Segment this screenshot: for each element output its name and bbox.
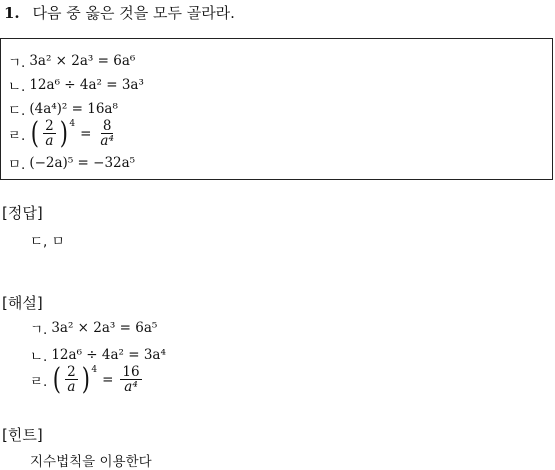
explanation-mark: ㄱ. [30,322,48,338]
question-text: 다음 중 옳은 것을 모두 골라라. [32,4,235,22]
option-expression: 12a⁶ ÷ 4a² = 3a³ [29,77,144,93]
frac-denominator: a⁴ [100,133,114,149]
frac-numerator: 2 [45,118,54,134]
question-line [4,2,235,23]
explanation-expression: 3a² × 2a³ = 6a⁵ [51,320,158,336]
explanation-item [30,345,166,365]
frac-denominator: a [45,133,54,149]
hint-heading: [힌트] [2,426,43,444]
option-mark: ㄴ. [8,79,26,95]
option-expression: (−2a)⁵ = −32a⁵ [29,155,136,171]
answer-text: ㄷ, ㅁ [30,234,65,250]
frac-denominator: a⁴ [124,379,138,395]
option-expression: (4a⁴)² = 16a⁸ [29,101,118,117]
option-expression-fraction: ( $\frac{2}{a}$ ) $^4$ = $\frac{8}{\text{a⁴}}$ [31,116,114,151]
explanation-item [30,318,157,338]
option-mark: ㅁ. [8,157,26,173]
option-mark: ㄹ. [8,128,26,144]
explanation-heading: [해설] [2,294,43,312]
frac-numerator: 16 [122,364,140,380]
option-row [8,116,118,151]
option-row [8,75,144,95]
option-mark: ㄷ. [8,103,26,119]
answer-heading: [정답] [2,204,43,222]
explanation-item [30,362,144,397]
explanation-mark: ㄴ. [30,349,48,365]
options-box [0,38,553,180]
hint-text: 지수법칙을 이용한다 [30,454,152,470]
explanation-expression: 12a⁶ ÷ 4a² = 3a⁴ [51,347,166,363]
frac-numerator: 2 [67,364,76,380]
explanation-mark: ㄹ. [30,374,48,390]
option-expression: 3a² × 2a³ = 6a⁶ [29,53,136,69]
question-number: 1. [4,4,20,22]
option-mark: ㄱ. [8,55,26,71]
option-row [8,153,135,173]
option-row [8,51,135,71]
frac-numerator: 8 [102,118,112,134]
explanation-expression-fraction: ( $\frac{2}{a}$ ) $^4$ = $\frac{16}{\text{a⁴}}$ [53,362,140,397]
frac-denominator: a [67,379,76,395]
